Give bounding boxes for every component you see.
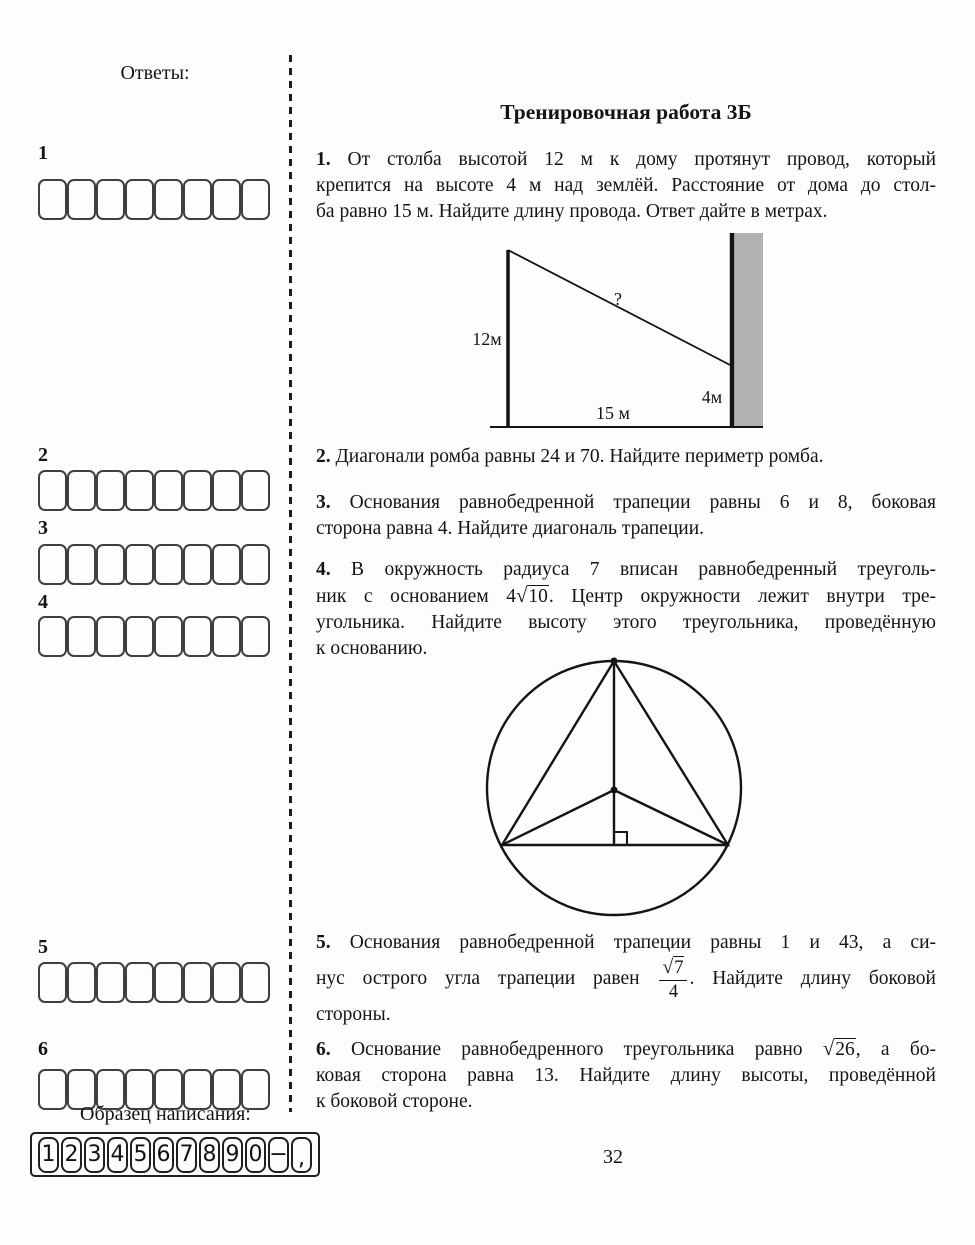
- distance-label: 15 м: [596, 403, 630, 423]
- answer-row-2: [38, 470, 270, 511]
- radicand: 7: [674, 956, 684, 978]
- problem-text: Основания равнобедренной трапеции равны 6 и 8, боковая: [349, 492, 937, 513]
- sample-char: 4: [107, 1137, 128, 1173]
- answer-cell: [183, 616, 212, 657]
- answer-cell: [125, 179, 154, 220]
- page-title: Тренировочная работа 3Б: [500, 100, 752, 124]
- problem-text: ник с основанием 4: [316, 586, 516, 607]
- sqrt-sign: √: [822, 1038, 835, 1060]
- answer-cell: [125, 470, 154, 511]
- answer-cell: [183, 179, 212, 220]
- sample-char: −: [268, 1137, 289, 1173]
- problem-text: стороны.: [316, 1004, 391, 1025]
- sample-char: ,: [291, 1137, 312, 1173]
- answer-cell: [67, 470, 96, 511]
- answer-label-6: 6: [38, 1038, 48, 1060]
- problem-text: . Найдите длину боковой: [689, 968, 936, 989]
- problem-text: От столба высотой 12 м к дому протянут провод, который: [347, 149, 937, 170]
- answer-cell: [183, 544, 212, 585]
- sample-char: 5: [130, 1137, 151, 1173]
- sample-char: 7: [176, 1137, 197, 1173]
- answer-row-4: [38, 616, 270, 657]
- answer-label-2: 2: [38, 444, 48, 466]
- answer-cell: [212, 544, 241, 585]
- answer-cell: [125, 544, 154, 585]
- answer-cell: [212, 962, 241, 1003]
- answer-cell: [38, 470, 67, 511]
- right-angle-mark: [614, 832, 627, 845]
- fraction: [659, 958, 687, 1002]
- problem-text: угольника. Найдите высоту этого треугольника, проведённую: [316, 612, 936, 633]
- answer-cell: [38, 1069, 67, 1110]
- answer-cell: [212, 470, 241, 511]
- answer-label-3: 3: [38, 517, 48, 539]
- problem-number: 2.: [316, 446, 331, 467]
- sample-char: 1: [38, 1137, 59, 1173]
- answer-label-4: 4: [38, 591, 48, 613]
- problem-3: [316, 490, 936, 542]
- wire-length-label: ?: [614, 289, 622, 309]
- answer-cell: [154, 962, 183, 1003]
- answers-heading: Ответы:: [120, 62, 190, 84]
- page-number: 32: [603, 1146, 623, 1168]
- answer-cell: [183, 470, 212, 511]
- answer-cell: [96, 962, 125, 1003]
- problem-6: [316, 1036, 936, 1115]
- answer-cell: [241, 544, 270, 585]
- answer-cell: [96, 544, 125, 585]
- answer-cell: [241, 470, 270, 511]
- problem-text: нус острого угла трапеции равен: [316, 968, 640, 989]
- answer-cell: [125, 962, 154, 1003]
- problem-5: [316, 930, 936, 1028]
- problem-2: [316, 444, 936, 470]
- answer-cell: [67, 962, 96, 1003]
- sample-char: 8: [199, 1137, 220, 1173]
- answer-label-5: 5: [38, 936, 48, 958]
- center-point: [611, 787, 618, 794]
- problem-number: 5.: [316, 932, 331, 953]
- answer-cell: [67, 544, 96, 585]
- problem-text: Диагонали ромба равны 24 и 70. Найдите периметр ромба.: [335, 446, 824, 467]
- problem-text: Основание равнобедренного треугольника равно: [350, 1039, 803, 1060]
- problem-text: В окружность радиуса 7 вписан равнобедренный треуголь-: [351, 559, 937, 580]
- apex-point: [611, 658, 618, 665]
- sample-char: 9: [222, 1137, 243, 1173]
- problem-text: сторона равна 4. Найдите диагональ трапеции.: [316, 518, 705, 539]
- problem-text: , а бо-: [855, 1039, 937, 1060]
- writing-sample-strip: [30, 1132, 320, 1177]
- answer-row-5: [38, 962, 270, 1003]
- problem-text: Основания равнобедренной трапеции равны 1 и 43, а си-: [349, 932, 936, 953]
- answer-cell: [241, 179, 270, 220]
- answer-cell: [212, 179, 241, 220]
- answer-cell: [96, 179, 125, 220]
- sample-char: 6: [153, 1137, 174, 1173]
- answer-cell: [67, 179, 96, 220]
- problem-text: к основанию.: [316, 638, 428, 659]
- radicand: 26: [835, 1039, 855, 1060]
- problem-text: крепится на высоте 4 м над землёй. Расстояние от дома до стол-: [316, 175, 936, 196]
- problem-4: [316, 557, 936, 662]
- answer-cell: [38, 962, 67, 1003]
- sqrt-sign: √: [516, 585, 528, 607]
- sqrt-sign: √: [662, 956, 674, 978]
- problem-text: ба равно 15 м. Найдите длину провода. Ответ дайте в метрах.: [316, 201, 828, 222]
- answer-cell: [67, 616, 96, 657]
- problem-number: 3.: [316, 492, 331, 513]
- answer-cell: [96, 470, 125, 511]
- radicand: 10: [528, 586, 548, 607]
- pole-wire-figure: [455, 228, 770, 433]
- answer-cell: [125, 616, 154, 657]
- pole-height-label: 12м: [472, 329, 502, 349]
- answer-row-1: [38, 179, 270, 220]
- dashed-divider: [289, 55, 292, 1112]
- house-wall: [735, 233, 764, 427]
- answer-cell: [154, 470, 183, 511]
- problem-text: ковая сторона равна 13. Найдите длину высоты, проведённой: [316, 1065, 936, 1086]
- answer-cell: [38, 179, 67, 220]
- answer-cell: [38, 616, 67, 657]
- answer-cell: [38, 544, 67, 585]
- sample-char: 0: [245, 1137, 266, 1173]
- problem-number: 6.: [316, 1039, 331, 1060]
- problem-1: [316, 147, 936, 225]
- answer-cell: [154, 616, 183, 657]
- answer-cell: [212, 616, 241, 657]
- answer-cell: [241, 616, 270, 657]
- answer-cell: [183, 962, 212, 1003]
- answer-cell: [96, 616, 125, 657]
- problem-text: к боковой стороне.: [316, 1091, 473, 1112]
- answer-cell: [241, 962, 270, 1003]
- answer-cell: [154, 544, 183, 585]
- problem-number: 1.: [316, 149, 331, 170]
- answer-row-3: [38, 544, 270, 585]
- writing-sample-label: Образец написания:: [80, 1103, 251, 1125]
- denominator: 4: [668, 981, 679, 1003]
- problem-text: . Центр окружности лежит внутри тре-: [548, 586, 936, 607]
- sample-char: 3: [84, 1137, 105, 1173]
- inscribed-triangle-figure: [480, 653, 750, 923]
- problem-number: 4.: [316, 559, 331, 580]
- answer-cell: [154, 179, 183, 220]
- attach-height-label: 4м: [701, 387, 723, 407]
- answer-label-1: 1: [38, 142, 48, 164]
- sample-char: 2: [61, 1137, 82, 1173]
